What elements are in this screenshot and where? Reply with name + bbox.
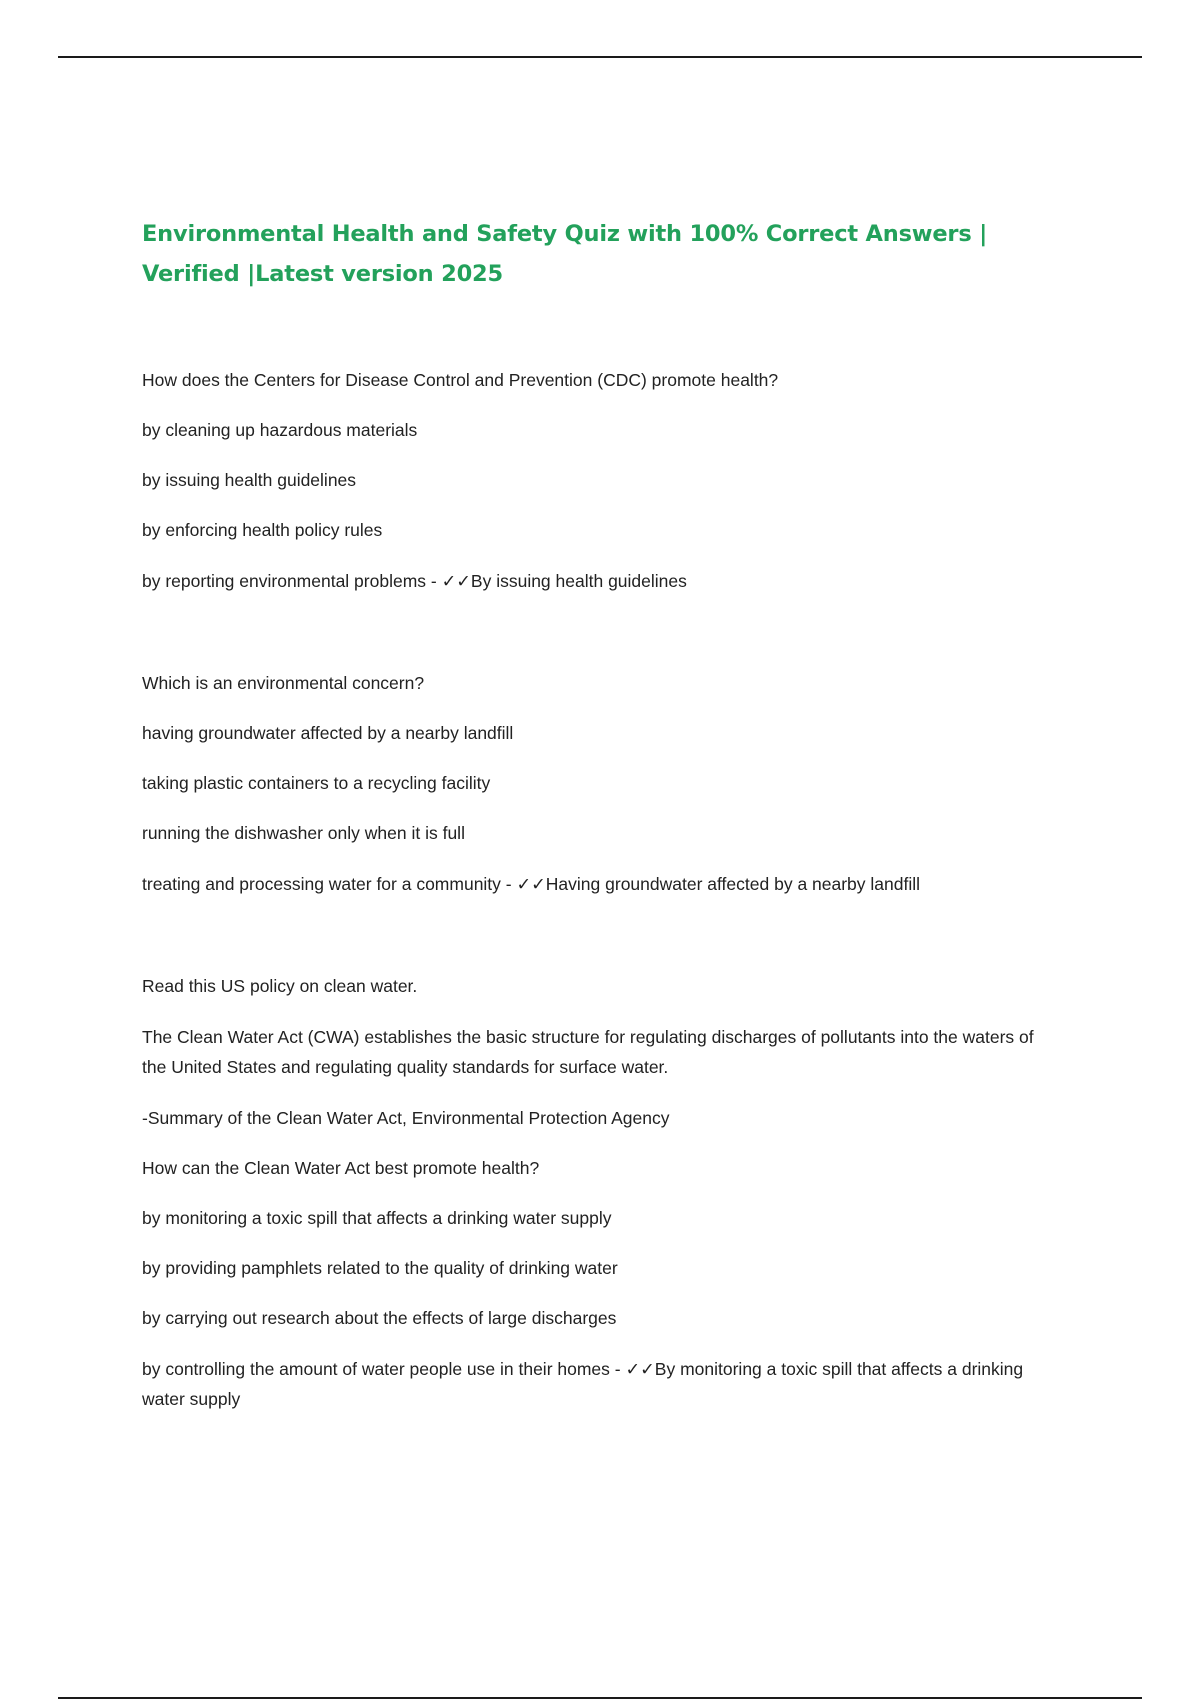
answer-option: by monitoring a toxic spill that affects a drinking water supply [142, 1208, 612, 1228]
question-prompt: How does the Centers for Disease Control and Prevention (CDC) promote health? [142, 370, 779, 390]
document-body [142, 214, 1062, 1436]
answer-option-with-correct-answer: by reporting environmental problems - ✓✓By issuing health guidelines [142, 571, 687, 591]
answer-option: by issuing health guidelines [142, 470, 357, 490]
footer-rule [58, 1697, 1142, 1699]
policy-passage: The Clean Water Act (CWA) establishes the basic structure for regulating discharges of pollutants into the waters of the United States and regulating quality standards for surface water. [142, 1027, 1034, 1077]
answer-option: having groundwater affected by a nearby landfill [142, 723, 514, 743]
answer-option: taking plastic containers to a recycling facility [142, 773, 491, 793]
question-block-1 [142, 366, 1062, 597]
question-block-2 [142, 669, 1062, 900]
question-block-3 [142, 972, 1062, 1414]
spacer [142, 922, 1062, 972]
question-prompt: How can the Clean Water Act best promote health? [142, 1158, 540, 1178]
header-rule [58, 56, 1142, 58]
answer-option: by carrying out research about the effects of large discharges [142, 1308, 617, 1328]
document-title: Environmental Health and Safety Quiz with 100% Correct Answers | Verified |Latest version 2025 [142, 221, 988, 287]
answer-option: by providing pamphlets related to the quality of drinking water [142, 1258, 618, 1278]
answer-option-with-correct-answer: treating and processing water for a community - ✓✓Having groundwater affected by a nearby landfill [142, 874, 921, 894]
answer-option: by cleaning up hazardous materials [142, 420, 418, 440]
answer-option: by enforcing health policy rules [142, 520, 383, 540]
passage-source: -Summary of the Clean Water Act, Environmental Protection Agency [142, 1108, 670, 1128]
question-prompt: Which is an environmental concern? [142, 673, 425, 693]
question-intro: Read this US policy on clean water. [142, 976, 418, 996]
spacer [142, 619, 1062, 669]
answer-option-with-correct-answer: by controlling the amount of water people use in their homes - ✓✓By monitoring a toxic spill that affects a drinking water supply [142, 1359, 1024, 1409]
answer-option: running the dishwasher only when it is full [142, 823, 465, 843]
